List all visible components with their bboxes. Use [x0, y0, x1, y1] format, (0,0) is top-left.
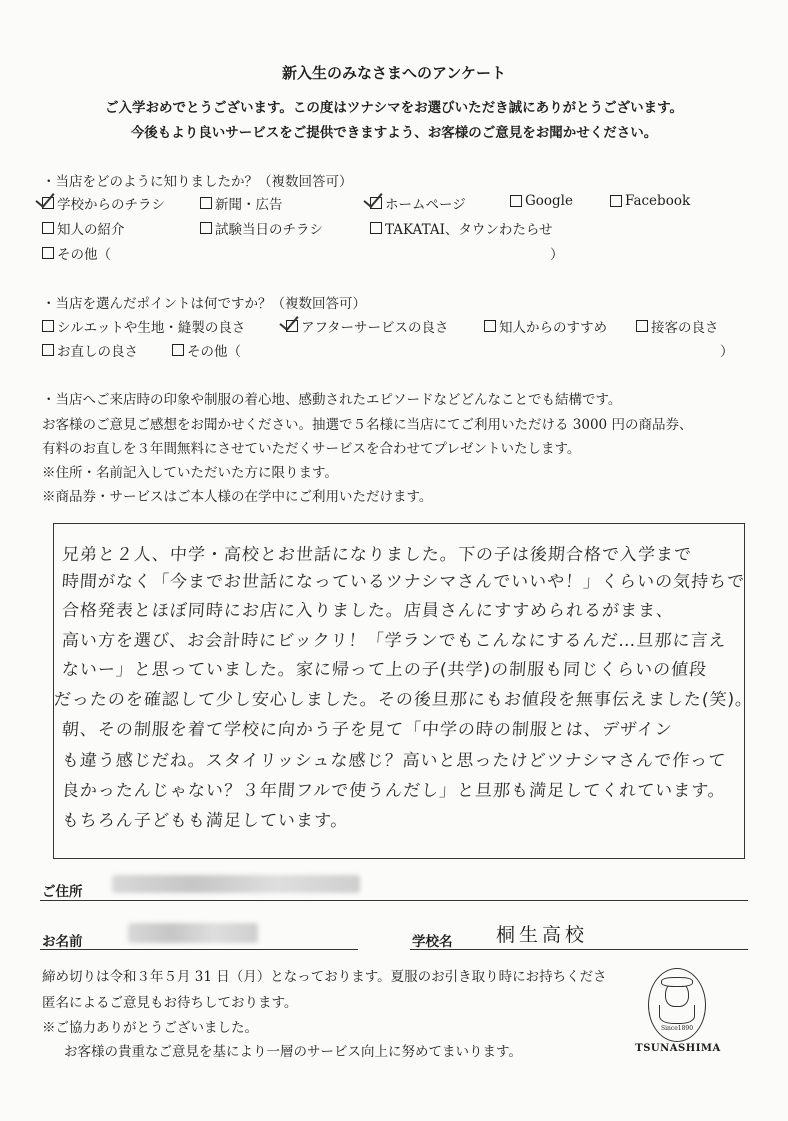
brand-name: TSUNASHIMA [635, 1043, 721, 1054]
q1-option-facebook[interactable] [610, 193, 690, 209]
option-label: アフターサービスの良さ [301, 320, 449, 336]
intro-line-2: 今後もより良いサービスをご提供できますよう、お客様のご意見をお聞かせください。 [130, 125, 658, 141]
school-value[interactable]: 桐生高校 [496, 924, 589, 946]
checkbox[interactable] [200, 222, 212, 234]
option-label: Facebook [625, 193, 691, 209]
q2-question: ・当店を選んだポイントは何ですか？（複数回答可） [42, 296, 366, 312]
q2-option-other[interactable] [172, 340, 241, 360]
option-label: シルエットや生地・縫製の良さ [57, 320, 246, 336]
name-redacted [128, 923, 258, 943]
answer-line-8: も違う感じだね。スタイリッシュな感じ？高いと思ったけどツナシマさんで作って [61, 751, 727, 771]
name-underline [40, 949, 358, 950]
logo-figure-body [659, 1005, 695, 1024]
logo-since-text: Since1890 [660, 1025, 694, 1032]
q1-other-close: ） [550, 247, 564, 263]
school-underline [410, 949, 748, 950]
footer-anonymous: 匿名によるご意見もお待ちしております。 [42, 995, 298, 1011]
q3-line-3: 有料のお直しを３年間無料にさせていただくサービスを合わせてプレゼントいたします。 [42, 441, 581, 457]
option-label: 試験当日のチラシ [215, 222, 323, 238]
option-label: 学校からのチラシ [57, 197, 165, 213]
answer-line-9: 良かったんじゃない？３年間フルで使うんだし」と旦那も満足してくれています。 [61, 781, 727, 801]
checkbox[interactable] [42, 247, 54, 259]
answer-line-5: ないー」と思っていました。家に帰って上の子(共学)の制服も同じくらいの値段 [61, 660, 708, 680]
option-label: お直しの良さ [57, 344, 138, 360]
checkbox-checked[interactable] [42, 197, 54, 209]
answer-line-2: 時間がなく「今までお世話になっているツナシマさんでいいや！」くらいの気持ちで [61, 572, 746, 592]
q3-note-1: ※住所・名前記入していただいた方に限ります。 [42, 465, 338, 481]
page-title: 新入生のみなさまへのアンケート [281, 64, 507, 82]
address-redacted [112, 875, 360, 893]
footer-closing: お客様の貴重なご意見を基により一層のサービス向上に努めてまいります。 [64, 1044, 522, 1060]
option-label: その他（ [57, 247, 111, 263]
checkbox[interactable] [370, 222, 382, 234]
checkbox[interactable] [42, 222, 54, 234]
option-label: 知人からのすすめ [499, 320, 608, 336]
option-label: 知人の紹介 [57, 222, 125, 238]
checkbox[interactable] [172, 344, 184, 356]
q2-option-after-service[interactable] [286, 316, 449, 336]
answer-line-7: 朝、その制服を着て学校に向かう子を見て「中学の時の制服とは、デザイン [61, 720, 674, 740]
answer-line-10: もちろん子どもも満足しています。 [61, 811, 350, 831]
q1-question: ・当店をどのように知りましたか？（複数回答可） [42, 174, 353, 190]
q1-option-acquaintance[interactable] [42, 218, 125, 238]
q1-option-exam-flyer[interactable] [200, 218, 323, 238]
q1-option-school-flyer[interactable] [42, 193, 165, 213]
answer-line-3: 合格発表とほぼ同時にお店に入りました。店員さんにすすめられるがまま、 [61, 601, 675, 621]
q1-option-other[interactable] [42, 243, 111, 263]
answer-line-1: 兄弟と２人、中学・高校とお世話になりました。下の子は後期合格で入学まで [61, 545, 693, 565]
checkbox[interactable] [484, 320, 496, 332]
checkbox[interactable] [42, 344, 54, 356]
tsunashima-logo-icon [648, 968, 706, 1042]
answer-line-6: だったのを確認して少し安心しました。その後旦那にもお値段を無事伝えました(笑)。 [53, 690, 754, 710]
checkbox-checked[interactable] [370, 197, 382, 209]
checkbox[interactable] [510, 195, 522, 207]
option-label: 新聞・広告 [215, 197, 283, 213]
q1-option-homepage[interactable] [370, 193, 466, 213]
q3-line-2: お客様のご意見ご感想をお聞かせください。抽選で５名様に当店にてご利用いただける 3000 円の商品券、 [42, 417, 693, 433]
checkbox[interactable] [636, 320, 648, 332]
checkbox[interactable] [200, 197, 212, 209]
q3-line-1: ・当店へご来店時の印象や制服の着心地、感動されたエピソードなどどんなことでも結構です。 [42, 392, 622, 408]
option-label: Google [525, 193, 573, 209]
q2-option-service[interactable] [636, 316, 719, 336]
intro-line-1: ご入学おめでとうございます。この度はツナシマをお選びいただき誠にありがとうございます。 [104, 100, 684, 116]
q2-option-silhouette[interactable] [42, 316, 245, 336]
checkbox[interactable] [42, 320, 54, 332]
q1-option-google[interactable] [510, 193, 573, 209]
footer-thanks: ※ご協力ありがとうございました。 [42, 1020, 258, 1036]
address-label: ご住所 [42, 884, 83, 900]
q1-option-takatai[interactable] [370, 218, 553, 238]
name-label: お名前 [42, 934, 83, 950]
checkbox[interactable] [610, 195, 622, 207]
option-label: 接客の良さ [651, 320, 719, 336]
school-label: 学校名 [412, 934, 453, 950]
q3-note-2: ※商品券・サービスはご本人様の在学中にご利用いただけます。 [42, 489, 433, 505]
option-label: TAKATAI、タウンわたらせ [385, 222, 553, 238]
option-label: その他（ [187, 344, 241, 360]
logo-figure-hat [661, 977, 693, 987]
footer-deadline: 締め切りは令和３年５月 31 日（月）となっております。夏服のお引き取り時にお持ちくださ [42, 969, 607, 985]
q1-option-newspaper[interactable] [200, 193, 283, 213]
q2-option-alteration[interactable] [42, 340, 138, 360]
q2-other-close: ） [720, 344, 734, 360]
q2-option-recommendation[interactable] [484, 316, 607, 336]
answer-line-4: 高い方を選び、お会計時にビックリ！「学ランでもこんなにするんだ…旦那に言え [61, 631, 728, 651]
checkbox-checked[interactable] [286, 320, 298, 332]
address-underline [40, 900, 748, 901]
option-label: ホームページ [385, 197, 466, 213]
